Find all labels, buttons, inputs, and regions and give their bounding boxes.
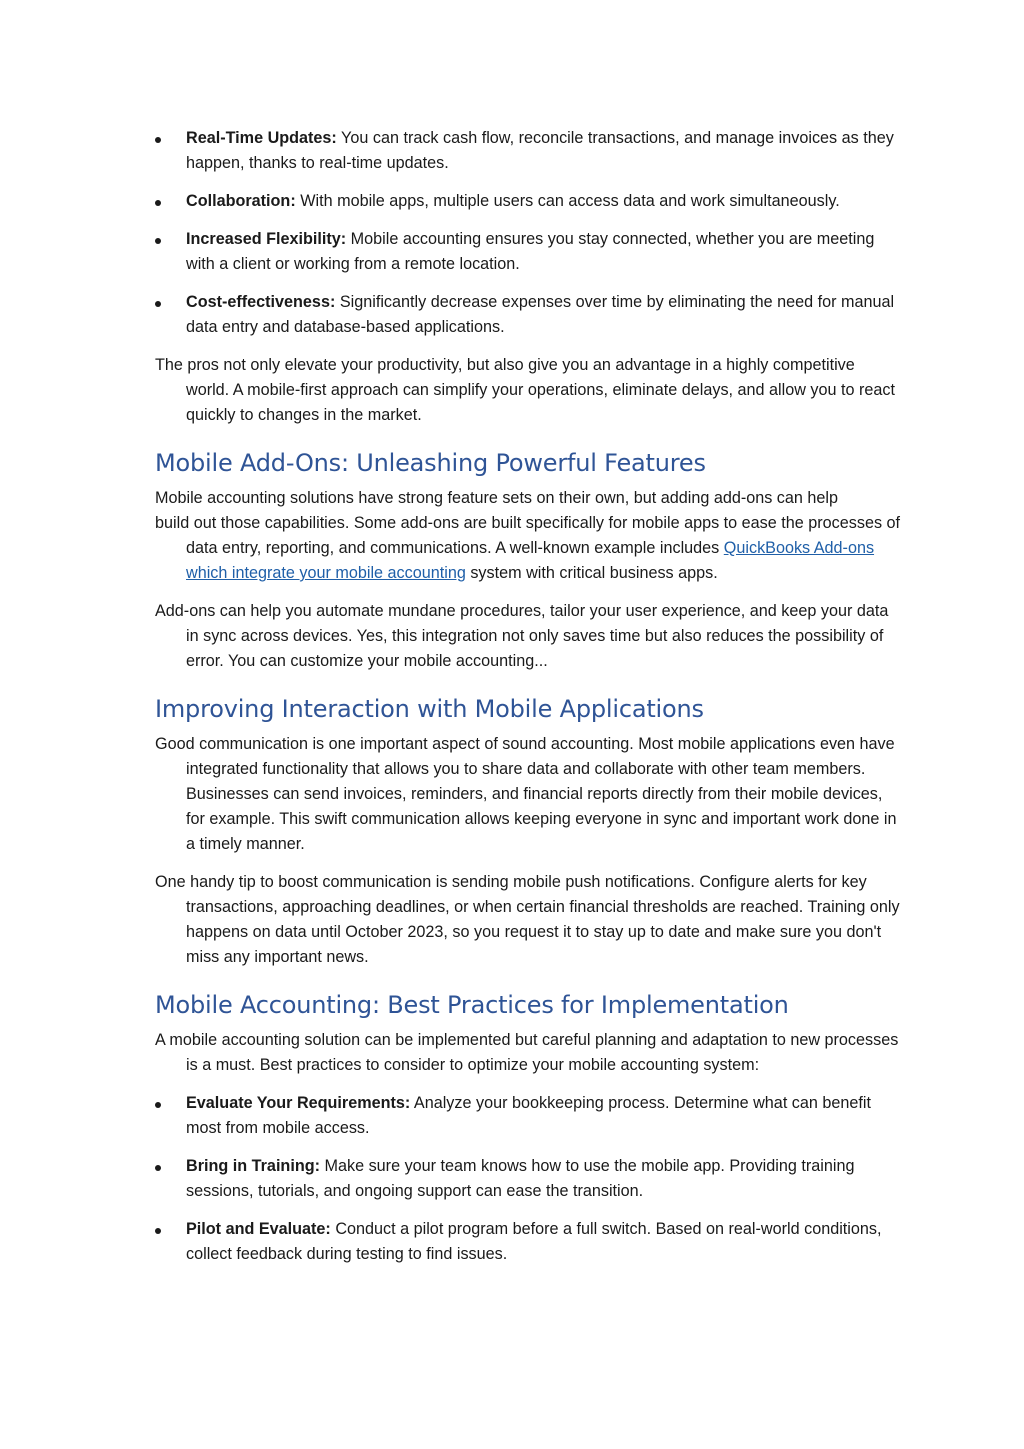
list-item <box>155 1217 901 1267</box>
bullet-icon <box>155 1102 161 1108</box>
interaction-paragraph-2: One handy tip to boost communication is sending mobile push notifications. Configure alerts for key transactions, approaching deadlines, or when certain financial thresholds are reached. Training only happens on data until October 2023, so you request it to stay up to date and make sure you don't miss any important news. <box>155 873 900 966</box>
bullet-icon <box>155 200 161 206</box>
section-heading-practices: Mobile Accounting: Best Practices for Implementation <box>155 991 789 1019</box>
list-item-text: Significantly decrease expenses over time by eliminating the need for manual data entry and database-based applications. <box>186 293 895 336</box>
list-item-text: Conduct a pilot program before a full switch. Based on real-world conditions, collect feedback during testing to find issues. <box>186 1220 882 1263</box>
list-item-text: Analyze your bookkeeping process. Determine what can benefit most from mobile access. <box>186 1094 872 1137</box>
list-item-term: Real-Time Updates: <box>186 129 337 147</box>
benefits-list <box>155 126 901 340</box>
document-content <box>155 126 901 1280</box>
addons-paragraph-line1: Mobile accounting solutions have strong feature sets on their own, but adding add-ons can help <box>155 489 839 507</box>
section-heading-addons: Mobile Add-Ons: Unleashing Powerful Features <box>155 449 706 477</box>
bullet-icon <box>155 238 161 244</box>
practices-list <box>155 1091 901 1267</box>
section-heading-interaction: Improving Interaction with Mobile Applications <box>155 695 704 723</box>
interaction-paragraph-1: Good communication is one important aspect of sound accounting. Most mobile applications even have integrated functionality that allows you to share data and collaborate with other team members. Businesses can send invoices, reminders, and financial reports directly from their mobile devices, for example. This swift communication allows keeping everyone in sync and important work done in a timely manner. <box>155 735 897 853</box>
bullet-icon <box>155 1165 161 1171</box>
bullet-icon <box>155 301 161 307</box>
addons-paragraph-2: Add-ons can help you automate mundane procedures, tailor your user experience, and keep your data in sync across devices. Yes, this integration not only saves time but also reduces the possibility of error. You can customize your mobile accounting... <box>155 602 889 670</box>
list-item-text: Mobile accounting ensures you stay connected, whether you are meeting with a client or working from a remote location. <box>186 230 875 273</box>
addons-paragraph-body <box>155 511 901 586</box>
list-item <box>155 290 901 340</box>
addons-paragraph-1 <box>155 486 901 586</box>
list-item-term: Bring in Training: <box>186 1157 320 1175</box>
list-item <box>155 189 901 214</box>
list-item-text: You can track cash flow, reconcile transactions, and manage invoices as they happen, thanks to real-time updates. <box>186 129 894 172</box>
quickbooks-addons-link[interactable]: QuickBooks Add-ons <box>723 539 875 557</box>
list-item <box>155 1091 901 1141</box>
addons-paragraph-rest: build out those capabilities. Some add-ons are built specifically for mobile apps to ease the processes of data entry, reporting, and communications. A well-known example includes <box>155 514 901 557</box>
addons-paragraph-tail: system with critical business apps. <box>465 564 718 582</box>
list-item-term: Pilot and Evaluate: <box>186 1220 331 1238</box>
list-item-term: Collaboration: <box>186 192 296 210</box>
list-item <box>155 126 901 176</box>
list-item-term: Increased Flexibility: <box>186 230 347 248</box>
list-item-text: Make sure your team knows how to use the mobile app. Providing training sessions, tutorials, and ongoing support can ease the transition. <box>186 1157 855 1200</box>
list-item-term: Cost-effectiveness: <box>186 293 336 311</box>
pros-paragraph: The pros not only elevate your productivity, but also give you an advantage in a highly competitive world. A mobile-first approach can simplify your operations, eliminate delays, and allow you to react quickly to changes in the market. <box>155 356 896 424</box>
bullet-icon <box>155 137 161 143</box>
list-item-term: Evaluate Your Requirements: <box>186 1094 411 1112</box>
list-item <box>155 227 901 277</box>
list-item <box>155 1154 901 1204</box>
practices-intro: A mobile accounting solution can be implemented but careful planning and adaptation to new processes is a must. Best practices to consider to optimize your mobile accounting system: <box>155 1031 899 1074</box>
list-item-text: With mobile apps, multiple users can access data and work simultaneously. <box>295 192 840 210</box>
bullet-icon <box>155 1228 161 1234</box>
integrate-mobile-accounting-link[interactable]: which integrate your mobile accounting <box>186 564 466 582</box>
